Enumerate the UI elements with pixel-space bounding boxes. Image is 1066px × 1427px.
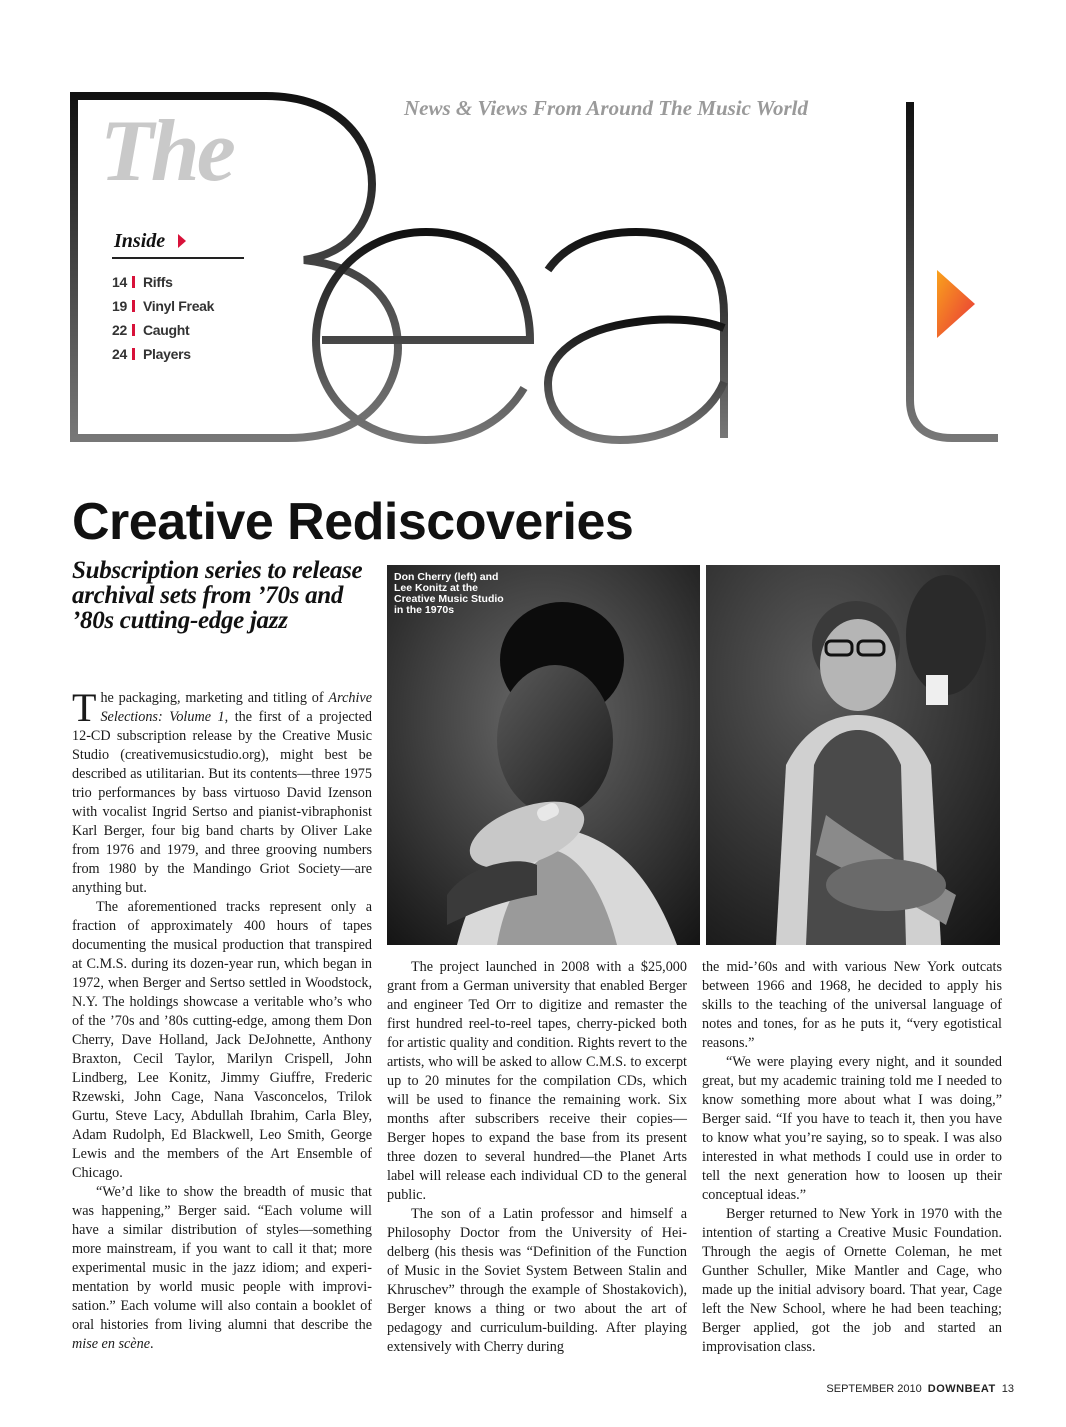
body-column-3 [702, 958, 1002, 1357]
logo-letter-a [548, 232, 724, 438]
bar-icon [132, 324, 135, 336]
page-footer [826, 1383, 1014, 1395]
paragraph: The son of a Latin professor and himself a Philosophy Doctor from the University of Heidelberg (his thesis was “Definition of the Function of Music in the Soviet System Between Stalin and Khruschev” through the example of Shostakovich), Berger knows a thing or two about the art of pedagogy and curriculum-building. After playing extensively with Cherry during [387, 1206, 687, 1355]
page-number: 13 [1001, 1383, 1014, 1395]
inside-divider [112, 257, 244, 259]
title-the: The [100, 103, 233, 200]
inside-item[interactable]: 24 Players [112, 346, 191, 362]
tagline: News & Views From Around The Music World [404, 96, 808, 120]
headline: Creative Rediscoveries [72, 493, 634, 551]
paragraph: The aforementioned tracks represent only a fraction of approximately 400 hours of tapes documenting the musical production that transpired at C.M.S. during its dozen-year run, which began in 1972, when Berger and Sertso settled in Woodstock, N.Y. The holdings showcase a veritable who’s who of the ’70s and ’80s cutting-edge, among them Don Cherry, Dave Holland, Jack DeJohnette, Anthony Braxton, Cecil Taylor, Marilyn Crispell, John Lindberg, Lee Konitz, Jimmy Giuffre, Frederic Rzewski, John Cage, Nana Vasconcelos, Trilok Gurtu, Steve Lacy, Abdullah Ibrahim, Carla Bley, Adam Rudolph, Ed Blackwell, Leo Smith, George Lewis and the members of the Art Ensemble of Chicago. [72, 899, 372, 1181]
photo-caption: Don Cherry (left) and Lee Konitz at the Creative Music Studio in the 1970s [394, 571, 504, 616]
bar-icon [132, 276, 135, 288]
paragraph: the mid-’60s and with various New York outcats between 1966 and 1968, he decided to apply his skills to the teaching of the universal language of notes and tones, for as he puts it, “very egotistical reasons.” [702, 959, 1002, 1051]
inside-list [112, 270, 214, 366]
body-column-1 [72, 685, 372, 1354]
paragraph: “We’d like to show the breadth of music that was happening,” Berger said. “Each volume will have a similar distribution of styles—something more mainstream, if you want to call it that; more experimental music in the jazz idiom; and experimentation by world music people with improvisation.” Each volume will also contain a booklet of oral histories from living alumni that describe the mise en scène. [72, 1184, 372, 1352]
bar-icon [132, 300, 135, 312]
logo-letter-e [316, 232, 530, 440]
inside-item[interactable]: 22 Caught [112, 322, 190, 338]
photo-don-cherry [387, 565, 700, 945]
orange-triangle-icon [937, 270, 975, 338]
issue-date: SEPTEMBER 2010 [826, 1383, 922, 1395]
inside-item[interactable]: 14 Riffs [112, 274, 173, 290]
body-column-2 [387, 958, 687, 1357]
inside-item[interactable]: 19 Vinyl Freak [112, 298, 215, 314]
paragraph: The packaging, marketing and titling of Archive Selections: Volume 1, the first of a projected 12-CD subscription release by the Creative Music Studio (creativemusicstudio.org), might best be described as utilitarian. But its contents—three 1975 trio performances by bass virtuoso David Izenson with vocalist Ingrid Sertso and pianist-vibraphonist Karl Berger, four big band charts by Oliver Lake from 1976 and 1979, and three grooving numbers from 1980 by the Mandingo Griot Society—are anything but. [72, 685, 372, 896]
paragraph: “We were playing every night, and it sounded great, but my academic training told me I needed to know something more about what I was doing,” Berger said. “If you have to teach it, then you have to know what you’re saying, so to speak. I was also interested in what methods I could use in order to tell the next generation how to loosen up their conceptual ideas.” [702, 1054, 1002, 1203]
paragraph: The project launched in 2008 with a $25,000 grant from a German university that enabled Berger and engineer Ted Orr to digitize and remaster the first hundred reel-to-reel tapes, cherry-picked both for artistic quality and condition. Rights revert to the artists, who will be asked to allow C.M.S. to excerpt up to 20 minutes for the compilation CDs, which will be used to finance the remaining work. Six months after subscribers receive their copies—Berger hopes to expand the base from its present three dozen to several hundred—the Planet Arts label will release each individual CD to the general public. [387, 959, 687, 1203]
inside-arrow-icon [178, 234, 186, 248]
bar-icon [132, 348, 135, 360]
photo-lee-konitz [706, 565, 1000, 945]
deck: Subscription series to release archival sets from ’70s and ’80s cutting-edge jazz [72, 557, 363, 634]
inside-label: Inside [114, 230, 166, 252]
drop-cap: T [72, 685, 97, 730]
magazine-name: DOWNBEAT [927, 1383, 996, 1395]
paragraph: Berger returned to New York in 1970 with the intention of starting a Creative Music Foundation. Through the aegis of Ornette Coleman, he met Gunther Schuller, Mike Mantler and Cage, who made up the initial advisory board. That year, Cage left the New School, where he had been teaching; Berger applied, got the job and started an improvisation class. [702, 1206, 1002, 1355]
